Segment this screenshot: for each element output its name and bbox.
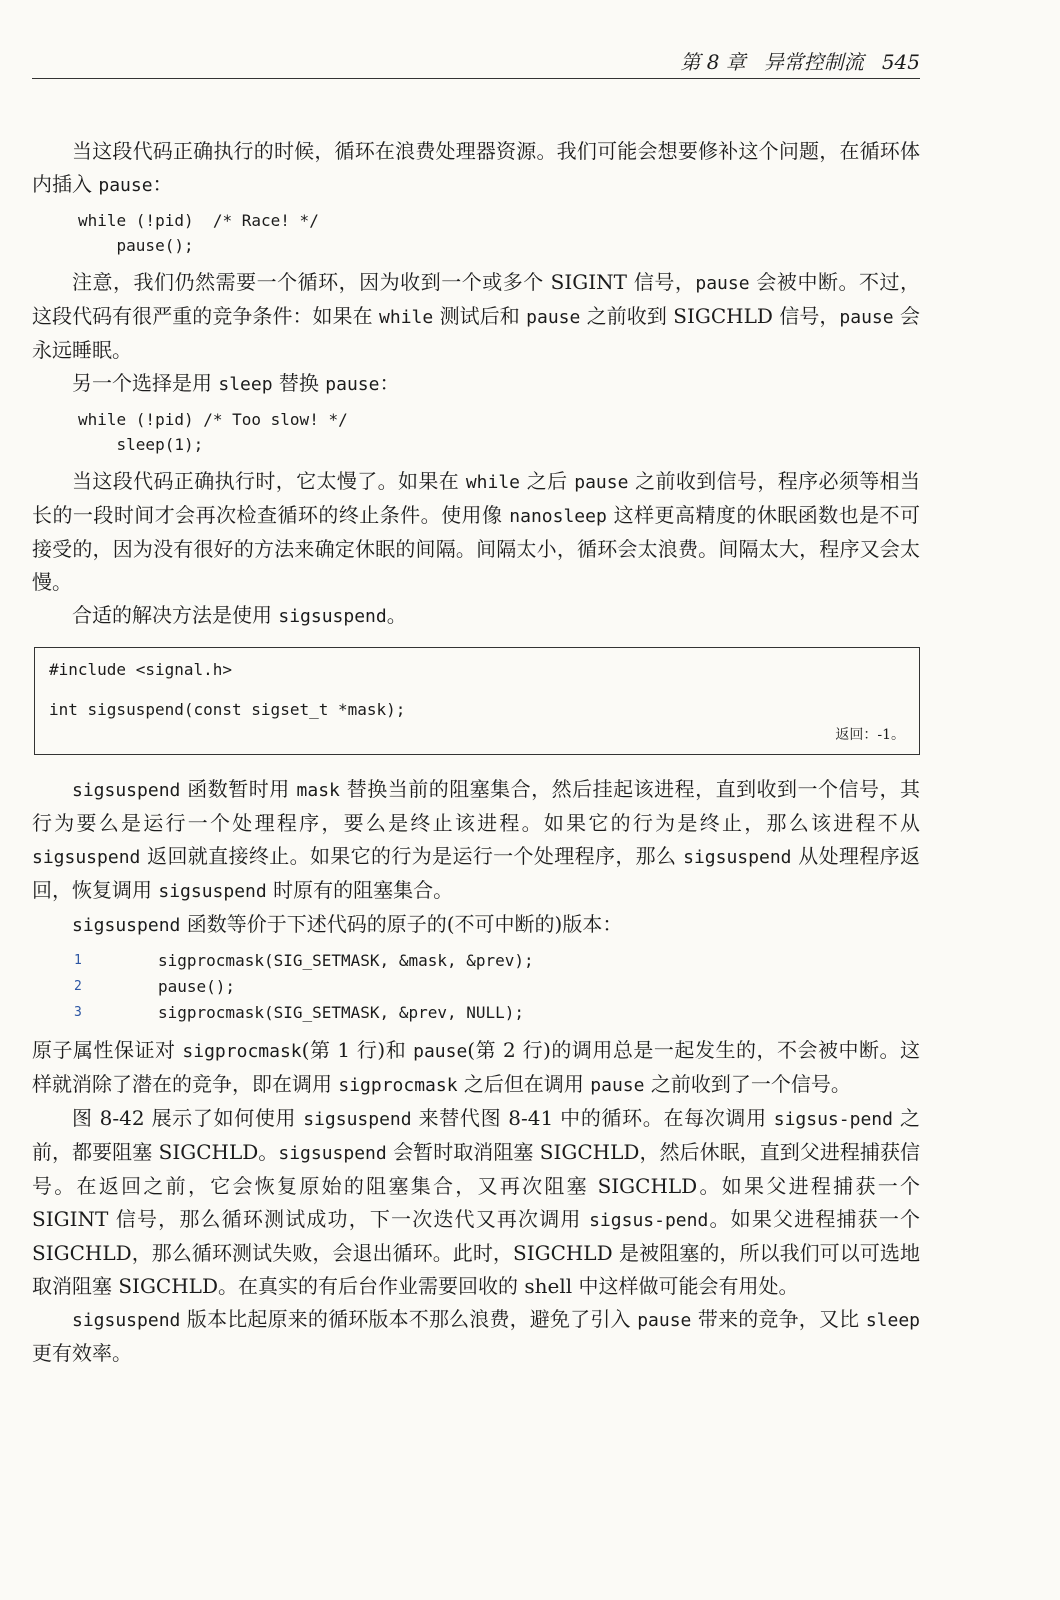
text: 更有效率。 <box>32 1341 132 1365</box>
code-inline: pause <box>413 1041 468 1062</box>
paragraph-2 <box>32 266 920 367</box>
code-inline: pause <box>695 273 750 294</box>
code-inline: pause <box>526 307 581 328</box>
code-inline: pause <box>839 307 894 328</box>
code-inline: sigsuspend <box>683 847 792 868</box>
code-inline: sleep <box>218 374 273 395</box>
page-number: 545 <box>881 50 920 74</box>
text: 之前收到了一个信号。 <box>644 1072 851 1096</box>
code-inline: pause <box>98 175 153 196</box>
code-inline: sigprocmask <box>182 1041 302 1062</box>
page-header <box>32 46 920 79</box>
code-inline: sigsuspend <box>32 847 141 868</box>
chapter-title: 异常控制流 <box>763 50 864 74</box>
text: 函数等价于下述代码的原子的(不可中断的)版本： <box>180 912 623 936</box>
code-inline: while <box>379 307 434 328</box>
paragraph-9 <box>32 1102 920 1303</box>
text: 之前收到 SIGCHLD 信号， <box>580 304 840 328</box>
paragraph-8 <box>32 1034 920 1102</box>
text: 。如果父进程捕获一个 SIGCHLD，那么循环测试失败，会退出循环。此时，SIGCHLD 是被阻塞的，所以我们可以可选地取消阻塞 SIGCHLD。在真实的有后台作业需要回收的 shell 中这样做可能会有用处。 <box>32 1207 920 1298</box>
text: 原子属性保证对 <box>32 1038 183 1062</box>
text: 来替代图 8-41 中的循环。在每次调用 <box>411 1106 774 1130</box>
text: 这样更高精度的休眠函数也是不可接受的，因为没有很好的方法来确定休眠的间隔。间隔太小，循环会太浪费。间隔太大，程序又会太慢。 <box>32 503 921 594</box>
paragraph-4 <box>32 465 920 599</box>
code-inline: sigsuspend <box>278 606 387 627</box>
text: 会被中断。不过，这段代码有很严重的竞争条件：如果在 <box>32 270 920 328</box>
code-inline: mask <box>296 780 340 801</box>
text: 返回就直接终止。如果它的行为是运行一个处理程序，那么 <box>140 844 684 868</box>
code-inline: pause <box>574 472 629 493</box>
code-inline: sigsuspend <box>72 1310 181 1331</box>
text: 之后但在调用 <box>457 1072 591 1096</box>
text: 合适的解决方法是使用 <box>72 603 279 627</box>
text: 。 <box>386 603 407 627</box>
text: 之前收到信号，程序必须等相当长的一段时间才会再次检查循环的终止条件。使用像 <box>32 469 921 527</box>
text: (第 1 行)和 <box>301 1038 414 1062</box>
line-number: 2 <box>74 979 82 994</box>
return-value: 返回：-1。 <box>835 727 905 743</box>
code-inline: sleep <box>865 1310 921 1331</box>
code-inline: sigsuspend <box>303 1109 412 1130</box>
text: 注意，我们仍然需要一个循环，因为收到一个或多个 SIGINT 信号， <box>72 270 696 294</box>
code-inline: sigsuspend <box>72 915 181 936</box>
text: 函数暂时用 <box>180 777 297 801</box>
text: ： <box>379 371 400 395</box>
text: 时原有的阻塞集合。 <box>266 878 454 902</box>
code-inline: sigsuspend <box>72 780 181 801</box>
text: 之前，都要阻塞 SIGCHLD。 <box>32 1106 920 1164</box>
text: 替换当前的阻塞集合，然后挂起该进程，直到收到一个信号，其行为要么是运行一个处理程序，要么是终止该进程。如果它的行为是终止，那么该进程不从 <box>32 777 920 835</box>
include-line: #include <signal.h> <box>49 660 233 679</box>
prototype-line: int sigsuspend(const sigset_t *mask); <box>49 700 406 719</box>
chapter-number: 第 8 章 <box>680 50 746 74</box>
code-inline: while <box>465 472 521 493</box>
code-inline: sigsus-pend <box>589 1210 709 1231</box>
code-inline: pause <box>637 1310 692 1331</box>
paragraph-5 <box>32 599 920 633</box>
code-line <box>32 974 920 1000</box>
paragraph-6 <box>32 773 920 908</box>
paragraph-10 <box>32 1303 920 1370</box>
spacer <box>49 684 905 696</box>
page-content <box>32 135 920 1370</box>
text: 另一个选择是用 <box>72 371 219 395</box>
line-number: 3 <box>74 1005 82 1020</box>
code-block-2: while (!pid) /* Too slow! */ sleep(1); <box>78 410 348 454</box>
text: (第 2 行)的调用总是一起发生的，不会被中断。这样就消除了潜在的竞争，即在调用 <box>32 1038 921 1096</box>
code-inline: pause <box>590 1075 645 1096</box>
text: 带来的竞争，又比 <box>691 1307 866 1331</box>
paragraph-1 <box>32 135 920 202</box>
text: 当这段代码正确执行的时候，循环在浪费处理器资源。我们可能会想要修补这个问题，在循环体内插入 <box>32 139 920 196</box>
code-inline: sigsuspend <box>278 1143 387 1164</box>
code-inline: sigsuspend <box>158 881 267 902</box>
text: 版本比起原来的循环版本不那么浪费，避免了引入 <box>180 1307 638 1331</box>
code-block-1: while (!pid) /* Race! */ pause(); <box>78 211 319 255</box>
text: 从处理程序返回，恢复调用 <box>32 844 921 902</box>
text: ： <box>152 172 173 196</box>
text: 替换 <box>272 371 326 395</box>
paragraph-3 <box>32 367 920 401</box>
code-inline: sigsus-pend <box>773 1109 893 1130</box>
code-inline: nanosleep <box>509 506 607 527</box>
text: 之后 <box>520 469 575 493</box>
function-prototype-box <box>34 647 920 755</box>
code-line <box>32 948 920 974</box>
code-inline: sigprocmask <box>338 1075 458 1096</box>
code-line <box>32 1000 920 1026</box>
text: 当这段代码正确执行时，它太慢了。如果在 <box>72 469 466 493</box>
text: 测试后和 <box>433 304 527 328</box>
paragraph-7 <box>32 908 920 942</box>
text: 图 8-42 展示了如何使用 <box>72 1106 304 1130</box>
line-number: 1 <box>74 953 82 968</box>
code-text: pause(); <box>158 977 236 996</box>
code-text: sigprocmask(SIG_SETMASK, &mask, &prev); <box>158 951 534 970</box>
code-block-3 <box>32 948 920 1026</box>
text: 会暂时取消阻塞 SIGCHLD，然后休眠，直到父进程捕获信号。在返回之前，它会恢复原始的阻塞集合，又再次阻塞 SIGCHLD。如果父进程捕获一个 SIGINT 信号，那么循环测试成功，下一次迭代又再次调用 <box>32 1140 920 1231</box>
code-text: sigprocmask(SIG_SETMASK, &prev, NULL); <box>158 1003 525 1022</box>
code-inline: pause <box>325 374 380 395</box>
text: 会永远睡眠。 <box>32 304 921 362</box>
